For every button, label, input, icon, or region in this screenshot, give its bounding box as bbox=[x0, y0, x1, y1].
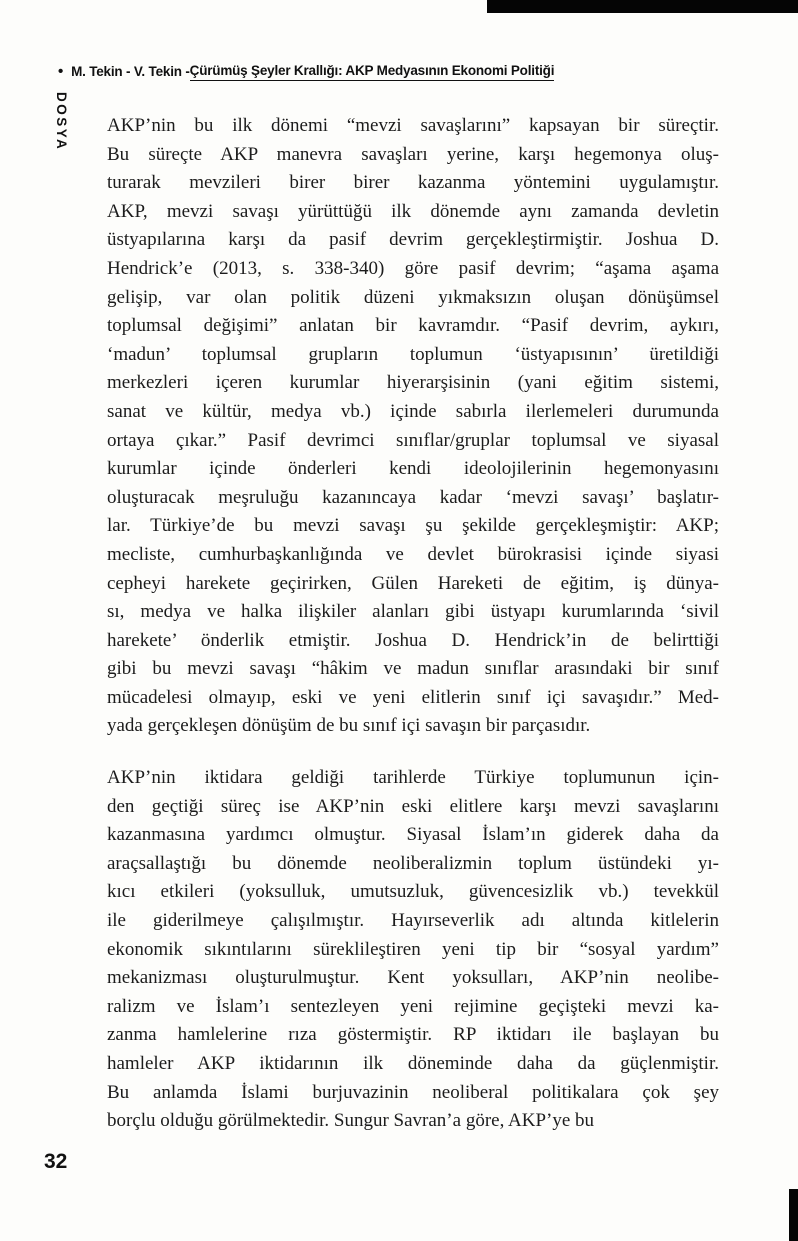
text-line: merkezleri içeren kurumlar hiyerarşisinin (yani eğitim sistemi, bbox=[107, 372, 719, 394]
text-line: Hendrick’e (2013, s. 338-340) göre pasif devrim; “aşama aşama bbox=[107, 257, 719, 279]
text-line: sanat ve kültür, medya vb.) içinde sabırla ilerlemeleri durumunda bbox=[107, 400, 719, 422]
text-line: gelişip, var olan politik düzeni yıkmaksızın oluşan dönüşümsel bbox=[107, 286, 719, 308]
bullet-icon: • bbox=[58, 63, 64, 80]
text-line: mekanizması oluşturulmuştur. Kent yoksulları, AKP’nin neolibe- bbox=[107, 967, 719, 989]
sidebar-label-dosya: DOSYA bbox=[54, 92, 69, 152]
text-line: mecliste, cumhurbaşkanlığında ve devlet bürokrasisi içinde siyasi bbox=[107, 543, 719, 565]
text-line: Bu anlamda İslami burjuvazinin neoliberal politikalara çok şey bbox=[107, 1081, 719, 1103]
text-line: üstyapılarına karşı da pasif devrim gerçekleştirmiştir. Joshua D. bbox=[107, 229, 719, 251]
text-line: ralizm ve İslam’ı sentezleyen yeni rejimine geçişteki mevzi ka- bbox=[107, 995, 719, 1017]
text-line: cepheyi harekete geçirirken, Gülen Hareketi de eğitim, iş dünya- bbox=[107, 572, 719, 594]
text-line: ortaya çıkar.” Pasif devrimci sınıflar/gruplar toplumsal ve siyasal bbox=[107, 429, 719, 451]
body-text bbox=[107, 112, 719, 1136]
text-line: mücadelesi olmayıp, eski ve yeni elitlerin sınıf içi savaşıdır.” Med- bbox=[107, 686, 719, 708]
text-line: AKP’nin iktidara geldiği tarihlerde Türkiye toplumunun için- bbox=[107, 767, 719, 789]
print-mark-bottom bbox=[789, 1189, 798, 1241]
text-line: araçsallaştığı bu dönemde neoliberalizmin toplum üstündeki yı- bbox=[107, 852, 719, 874]
text-line: toplumsal değişimi” anlatan bir kavramdır. “Pasif devrim, aykırı, bbox=[107, 315, 719, 337]
print-mark-top bbox=[487, 0, 798, 13]
text-line: AKP’nin bu ilk dönemi “mevzi savaşlarını” kapsayan bir süreçtir. bbox=[107, 115, 719, 136]
running-header bbox=[58, 62, 738, 81]
paragraph bbox=[107, 764, 719, 1136]
text-line: ile giderilmeye çalışılmıştır. Hayırseverlik adı altında kitlelerin bbox=[107, 910, 719, 932]
text-line: gibi bu mevzi savaşı “hâkim ve madun sınıflar arasındaki bir sınıf bbox=[107, 658, 719, 680]
text-line: kurumlar içinde önderleri kendi ideolojilerinin hegemonyasını bbox=[107, 458, 719, 480]
text-line: Bu süreçte AKP manevra savaşları yerine, karşı hegemonya oluş- bbox=[107, 143, 719, 165]
text-line: AKP, mevzi savaşı yürüttüğü ilk dönemde aynı zamanda devletin bbox=[107, 200, 719, 222]
header-authors: M. Tekin - V. Tekin - bbox=[71, 64, 190, 79]
text-line: oluşturacak meşruluğu kazanıncaya kadar ‘mevzi savaşı’ başlatır- bbox=[107, 486, 719, 508]
text-line: den geçtiği süreç ise AKP’nin eski elitlere karşı mevzi savaşlarını bbox=[107, 795, 719, 817]
text-line: kazanmasına yardımcı olmuştur. Siyasal İslam’ın giderek daha da bbox=[107, 824, 719, 846]
text-line: sı, medya ve halka ilişkiler alanları gibi üstyapı kurumlarında ‘sivil bbox=[107, 601, 719, 623]
text-line: turarak mevzileri birer birer kazanma yöntemini uygulamıştır. bbox=[107, 172, 719, 194]
paragraph bbox=[107, 112, 719, 741]
text-line: ekonomik sıkıntılarını süreklileştiren yeni tip bir “sosyal yardım” bbox=[107, 938, 719, 960]
page-number: 32 bbox=[44, 1150, 68, 1173]
text-line: borçlu olduğu görülmektedir. Sungur Savran’a göre, AKP’ye bu bbox=[107, 1110, 595, 1132]
header-title: Çürümüş Şeyler Krallığı: AKP Medyasının Ekonomi Politiği bbox=[190, 62, 555, 81]
text-line: zanma hamlelerine rıza göstermiştir. RP iktidarı ile başlayan bu bbox=[107, 1024, 719, 1046]
text-line: harekete’ önderlik etmiştir. Joshua D. Hendrick’in de belirttiği bbox=[107, 629, 719, 651]
text-line: kıcı etkileri (yoksulluk, umutsuzluk, güvencesizlik vb.) tevekkül bbox=[107, 881, 719, 903]
text-line: yada gerçekleşen dönüşüm de bu sınıf içi savaşın bir parçasıdır. bbox=[107, 715, 591, 737]
text-line: ‘madun’ toplumsal grupların toplumun ‘üstyapısının’ üretildiği bbox=[107, 343, 719, 365]
text-line: lar. Türkiye’de bu mevzi savaşı şu şekilde gerçekleşmiştir: AKP; bbox=[107, 515, 719, 537]
text-line: hamleler AKP iktidarının ilk döneminde daha da güçlenmiştir. bbox=[107, 1053, 719, 1074]
